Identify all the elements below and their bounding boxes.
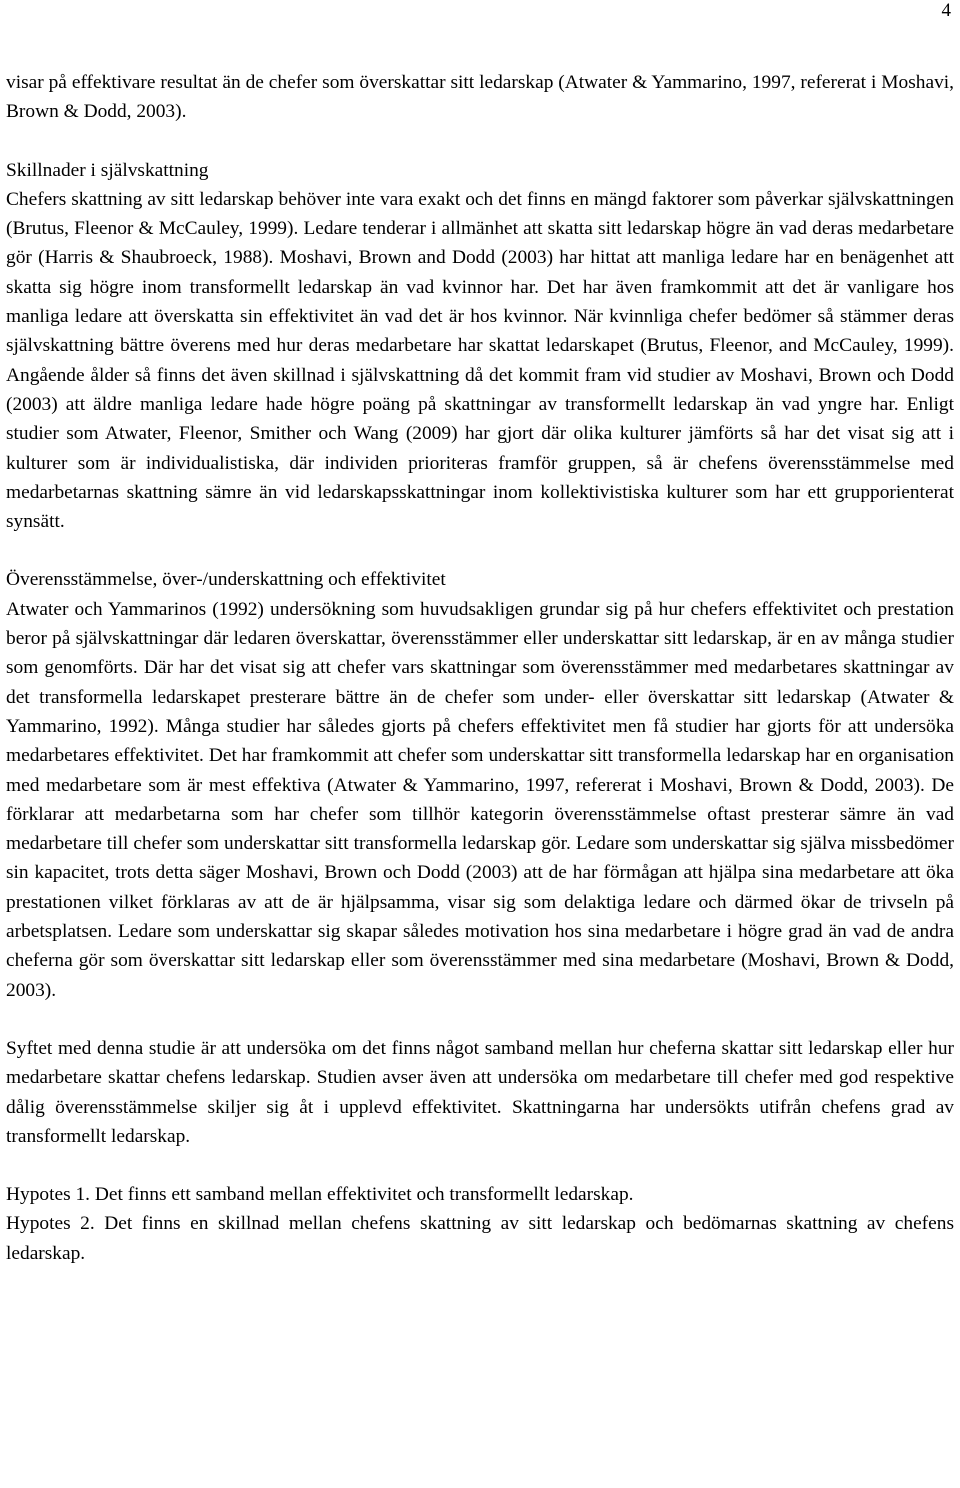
page-number: 4 [941, 0, 951, 21]
section-heading-agreement-effectiveness: Överensstämmelse, över-/underskattning och effektivitet [6, 569, 446, 591]
hypothesis-1: Hypotes 1. Det finns ett samband mellan effektivitet och transformellt ledarskap. [6, 1184, 634, 1206]
agreement-paragraph: Atwater och Yammarinos (1992) undersökning som huvudsakligen grundar sig på hur chefers effektivitet och prestation beror på självskattningar där ledaren överskattar, överensstämmer eller underskattar sitt ledarskap, är en av många studier som genomförts. Där har det visat sig att chefer vars skattningar som överensstämmer med medarbetares skattningar av det transformella ledarskapet presterare bättre än de chefer som under- eller överskattar sitt ledarskap (Atwater & Yammarino, 1992). Många studier har således gjorts på chefers effektivitet men få studier har gjorts för att undersöka medarbetares effektivitet. Det har framkommit att chefer som underskattar sitt transformella ledarskap har en organisation med medarbetare som är mest effektiva (Atwater & Yammarino, 1997, refererat i Moshavi, Brown & Dodd, 2003). De förklarar att medarbetarna som har chefer som tillhör kategorin överensstämmelse oftast presterar sämre än vad medarbetare till chefer som underskattar sitt transformella ledarskap gör. Ledare som underskattar sig själva missbedömer sin kapacitet, trots detta säger Moshavi, Brown och Dodd (2003) att de har förmågan att hjälpa sina medarbetare att öka prestationen vilket förklaras av att de är hjälpsamma, visar sig som delaktiga ledare och därmed ökar de trivseln på arbetsplatsen. Ledare som underskattar sig skapar således motivation hos sina medarbetare i högre grad än vad de andra cheferna gör som överskattar sitt ledarskap eller som överensstämmer med sina medarbetare (Moshavi, Brown & Dodd, 2003). [6, 598, 954, 1001]
section-heading-self-rating-differences: Skillnader i självskattning [6, 159, 209, 181]
document-body [6, 68, 954, 1268]
self-rating-paragraph: Chefers skattning av sitt ledarskap behöver inte vara exakt och det finns en mängd faktorer som påverkar självskattningen (Brutus, Fleenor & McCauley, 1999). Ledare tenderar i allmänhet att skatta sitt ledarskap högre än vad deras medarbetare gör (Harris & Shaubroeck, 1988). Moshavi, Brown and Dodd (2003) har hittat att manliga ledare har en benägenhet att skatta sig högre inom transformellt ledarskap än vad kvinnor har. Det har även framkommit att det är vanligare hos manliga ledare att överskatta sin effektivitet än vad det är hos kvinnor. När kvinnliga chefer bedömer så stämmer deras självskattning bättre överens med hur deras medarbetare har skattat ledarskapet (Brutus, Fleenor, and McCauley, 1999). Angående ålder så finns det även skillnad i självskattning då det kommit fram vid studier av Moshavi, Brown och Dodd (2003) att äldre manliga ledare hade högre poäng på skattningar av transformellt ledarskap än vad yngre har. Enligt studier som Atwater, Fleenor, Smither och Wang (2009) har gjort där olika kulturer jämförts så har det visat sig att i kulturer som är individualistiska, där individen prioriteras framför gruppen, så är chefens överensstämmelse med medarbetarnas skattning sämre än vid ledarskapsskattningar inom kollektivistiska kulturer som har ett grupporienterat synsätt. [6, 188, 954, 533]
continuation-paragraph: visar på effektivare resultat än de chefer som överskattar sitt ledarskap (Atwater & Yammarino, 1997, refererat i Moshavi, Brown & Dodd, 2003). [6, 72, 954, 123]
purpose-paragraph: Syftet med denna studie är att undersöka om det finns något samband mellan hur cheferna skattar sitt ledarskap eller hur medarbetare skattar chefens ledarskap. Studien avser även att undersöka om medarbetare till chefer med god respektive dålig överensstämmelse skiljer sig åt i upplevd effektivitet. Skattningarna har undersökts utifrån chefens grad av transformellt ledarskap. [6, 1037, 954, 1147]
hypothesis-2: Hypotes 2. Det finns en skillnad mellan chefens skattning av sitt ledarskap och bedömarnas skattning av chefens ledarskap. [6, 1213, 954, 1264]
